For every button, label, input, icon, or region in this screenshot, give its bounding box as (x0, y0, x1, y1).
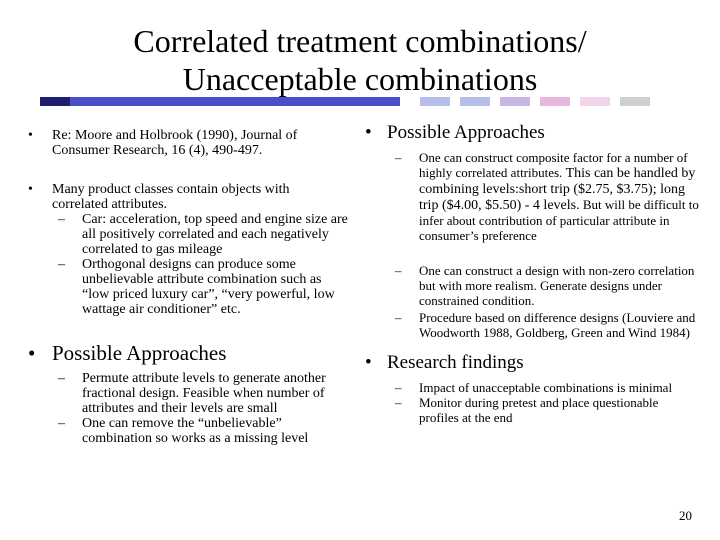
slide-title-line-1: Correlated treatment combinations/ (133, 23, 587, 59)
sub-bullet-text: Procedure based on difference designs (Louviere and Woodworth 1988, Goldberg, Green and Wind 1984) (419, 310, 696, 340)
sub-bullet-orthogonal-designs (58, 257, 348, 317)
left-column (28, 128, 348, 446)
title-divider-bar (0, 95, 720, 109)
bullet-heading: Possible Approaches (52, 341, 227, 365)
bullet-reference (28, 128, 348, 158)
bullet-marker: • (28, 128, 33, 143)
sub-bullet-remove-combination (58, 416, 348, 446)
divider-main-bar (70, 97, 400, 106)
sub-bullet-text: One can construct a design with non-zero correlation but with more realism. Generate designs under constrained condition. (419, 263, 695, 308)
divider-block (540, 97, 570, 106)
divider-block (500, 97, 530, 106)
sub-bullet-monitor-pretest (395, 395, 700, 425)
bullet-correlated-attributes (28, 182, 348, 212)
bullet-text: Many product classes contain objects with correlated attributes. (52, 182, 290, 212)
right-column (365, 122, 700, 425)
sub-bullet-text: Monitor during pretest and place questionable profiles at the end (419, 395, 659, 425)
sub-bullet-composite-factor (395, 150, 700, 243)
sub-bullet-car-example (58, 212, 348, 257)
sub-bullet-permute-levels (58, 371, 348, 416)
bullet-marker: • (28, 341, 36, 365)
sub-bullet-text: One can remove the “unbelievable” combination so works as a missing level (82, 416, 309, 446)
dash-marker: – (395, 150, 402, 165)
sub-bullet-text-c: But will be difficult to infer about contribution of particular attribute in consumer’s preference (419, 197, 699, 243)
dash-marker: – (58, 212, 65, 227)
bullet-heading: Possible Approaches (387, 122, 545, 143)
bullet-possible-approaches-right (365, 122, 700, 144)
sub-bullet-difference-designs (395, 310, 700, 340)
slide-title (60, 22, 660, 98)
page-number: 20 (679, 508, 692, 523)
bullet-research-findings (365, 352, 700, 374)
sub-bullet-text: Permute attribute levels to generate another fractional design. Feasible when number of attributes and their levels are small (82, 371, 326, 416)
sub-bullet-text-b: This can be handled by combining levels:short trip ($2.75, $3.75); long trip ($4.00, $5.50) - 4 levels. (419, 166, 696, 213)
sub-bullet-text: Car: acceleration, top speed and engine size are all positively correlated and each negatively correlated to gas mileage (82, 212, 348, 257)
bullet-marker: • (365, 352, 372, 373)
bullet-marker: • (365, 122, 372, 143)
divider-block (580, 97, 610, 106)
bullet-heading: Research findings (387, 352, 524, 373)
slide-title-line-2: Unacceptable combinations (182, 61, 538, 97)
dash-marker: – (395, 310, 402, 325)
dash-marker: – (58, 371, 65, 386)
sub-bullet-text-a: One can construct composite factor for a number of highly correlated attributes. (419, 150, 688, 180)
dash-marker: – (58, 257, 65, 272)
sub-bullet-nonzero-correlation (395, 263, 700, 308)
divider-block (460, 97, 490, 106)
bullet-marker: • (28, 182, 33, 197)
sub-bullet-text: Impact of unacceptable combinations is minimal (419, 380, 673, 395)
dash-marker: – (58, 416, 65, 431)
dash-marker: – (395, 263, 402, 278)
dash-marker: – (395, 380, 402, 395)
sub-bullet-text: Orthogonal designs can produce some unbelievable attribute combination such as “low priced luxury car”, “very powerful, low wattage air conditioner” etc. (82, 257, 335, 317)
divider-block (40, 97, 70, 106)
divider-block (420, 97, 450, 106)
divider-block (620, 97, 650, 106)
sub-bullet-impact-minimal (395, 380, 700, 395)
dash-marker: – (395, 395, 402, 410)
bullet-possible-approaches (28, 341, 348, 365)
bullet-text: Re: Moore and Holbrook (1990), Journal of Consumer Research, 16 (4), 490-497. (52, 128, 298, 158)
